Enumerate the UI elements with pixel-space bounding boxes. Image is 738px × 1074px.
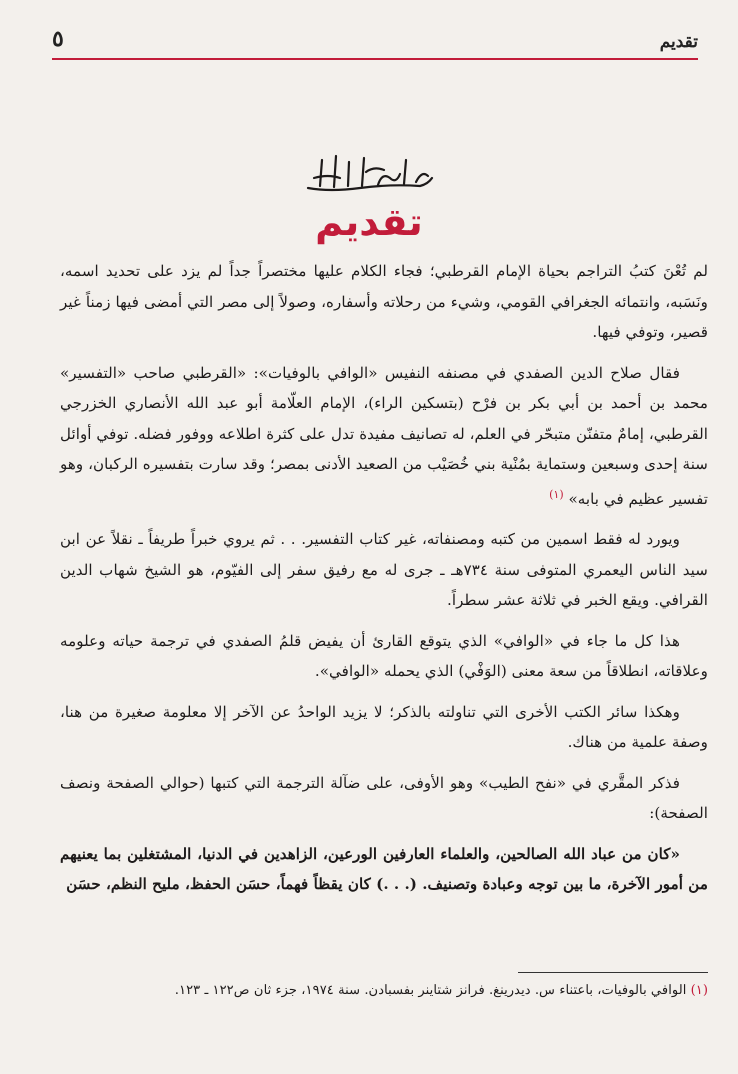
basmala-calligraphy: [300, 148, 440, 198]
chapter-title: تقديم: [315, 200, 423, 244]
footnote-reference: (١): [549, 487, 564, 501]
page-number: ٥: [52, 26, 64, 52]
paragraph-2-text: فقال صلاح الدين الصفدي في مصنفه النفيس «الوافي بالوفيات»: «القرطبي صاحب «التفسير» محمد بن أحمد بن أبي بكر بن فرْح (بتسكين الراء)، الإمام العلّامة أبو عبد الله الأنصاري الخزرجي القرطبي، إمامٌ متفنّن متبحّر في العلم، له تصانيف مفيدة تدل على كثرة اطلاعه ووفور فضله. توفي أوائل سنة إحدى وسبعين وستماية بمُنْية بني خُصَيْب من الصعيد الأدنى بمصر؛ وقد سارت بتفسيره الركبان، وهو تفسير عظيم في بابه»: [60, 363, 708, 508]
quotation: «كان من عباد الله الصالحين، والعلماء العارفين الورعين، الزاهدين في الدنيا، المشتغلين بما يعنيهم من أمور الآخرة، ما بين توجه وعبادة وتصنيف. (. . .) كان يقظاً فهماً، حسَن الحفظ، مليح النظم، حسَن: [60, 844, 708, 894]
body-text: [60, 256, 708, 910]
paragraph-4: هذا كل ما جاء في «الوافي» الذي يتوقع القارئ أن يفيض قلمُ الصفدي في ترجمة حياته وعلومه وعلاقاته، انطلاقاً من سعة معنى (الوَفْي) الذي يحمله «الوافي».: [60, 631, 708, 681]
paragraph-5: وهكذا سائر الكتب الأخرى التي تناولته بالذكر؛ لا يزيد الواحدُ عن الآخر إلا معلومة صغيرة من هنا، وصفة علمية من هناك.: [60, 702, 708, 752]
footnote-number: (١): [690, 983, 708, 998]
paragraph-2: [60, 358, 708, 515]
paragraph-6: فذكر المقَّري في «نفح الطيب» وهو الأوفى، على ضآلة الترجمة التي كتبها (حوالي الصفحة ونصف الصفحة):: [60, 773, 708, 823]
footnote-text: الوافي بالوفيات، باعتناء س. ديدرينغ. فرانز شتاينر بفسبادن. سنة ١٩٧٤، جزء ثان ص١٢٢ ـ ١٢٣.: [174, 983, 687, 998]
page-header: [52, 18, 698, 60]
footnote-divider: [518, 972, 708, 973]
running-title: تقديم: [659, 32, 698, 52]
paragraph-3: ويورد له فقط اسمين من كتبه ومصنفاته، غير كتاب التفسير. . . ثم يروي خبراً طريفاً ـ نقلاً عن ابن سيد الناس اليعمري المتوفى سنة ٧٣٤هـ ـ جرى له مع رفيق سفر إلى الفيّوم، هو الشيخ شهاب الدين القرافي. ويقع الخبر في ثلاثة عشر سطراً.: [60, 530, 708, 610]
footnotes: [60, 978, 708, 1004]
paragraph-1: لم تُعْنَ كتبُ التراجم بحياة الإمام القرطبي؛ فجاء الكلام عليها مختصراً جداً لم يزد على تحديد اسمه، ونَسَبه، وانتمائه الجغرافي القومي، وشيء من رحلاته وأسفاره، وصولاً إلى مصر التي أمضى فيها زمناً غير قصير، وتوفي فيها.: [60, 262, 708, 341]
